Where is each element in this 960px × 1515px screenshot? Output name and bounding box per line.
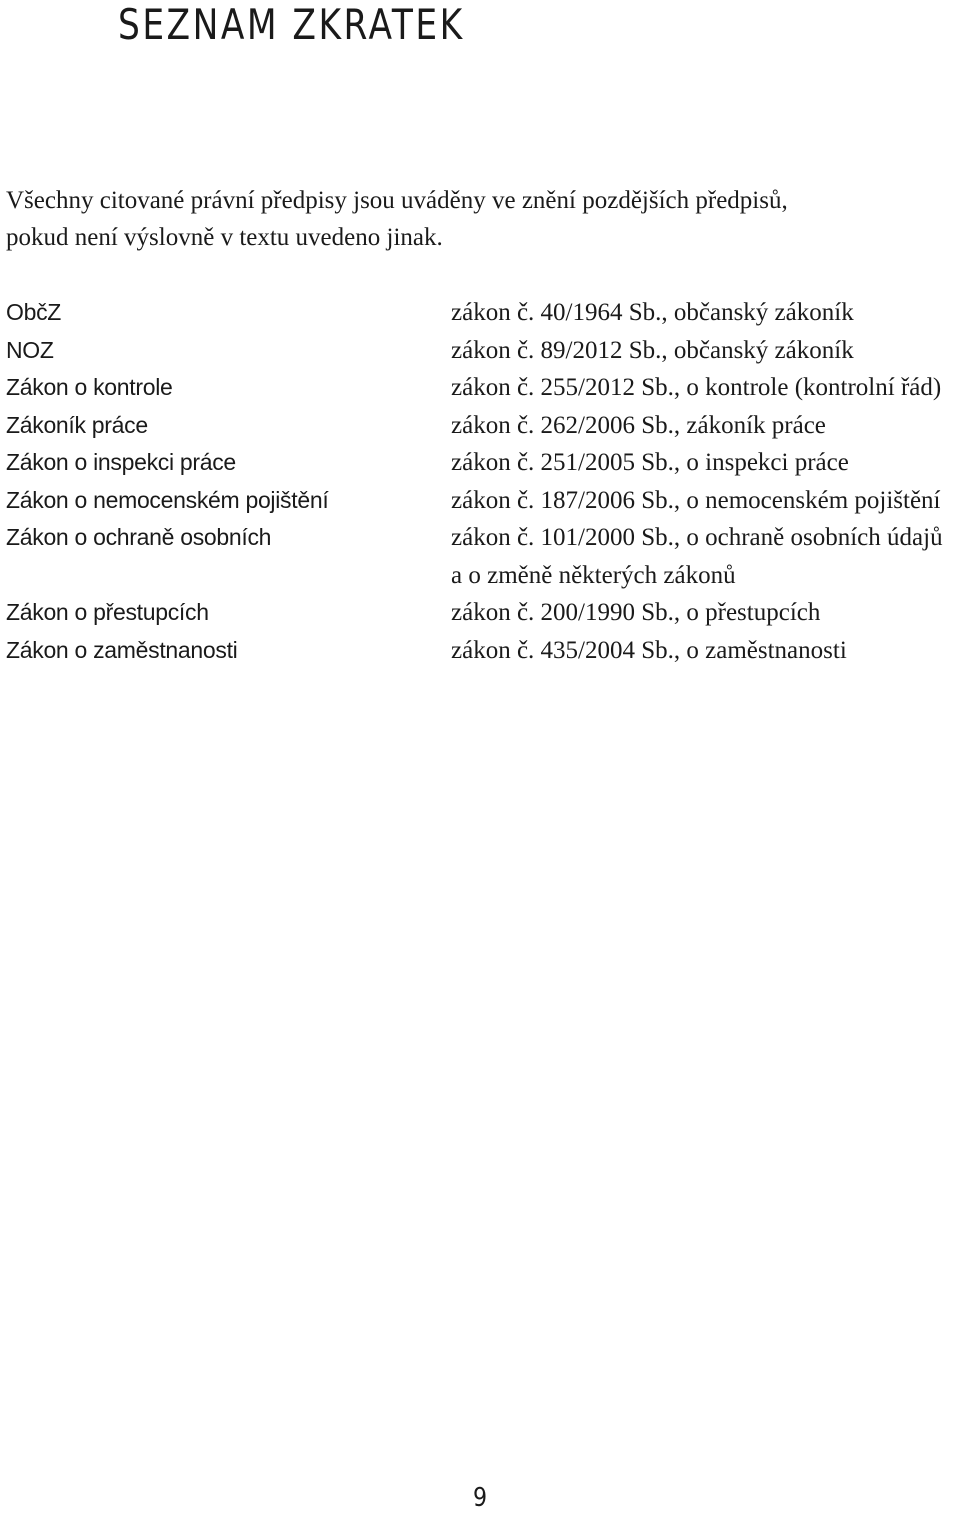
abbreviation-row [6,482,956,520]
abbreviation-definition: zákon č. 89/2012 Sb., občanský zákoník [451,336,854,364]
intro-paragraph [6,182,956,256]
abbreviation-row [6,519,956,594]
abbreviation-definition: zákon č. 435/2004 Sb., o zaměstnanosti [451,636,847,664]
abbreviation-row [6,594,956,632]
abbreviation-row [6,369,956,407]
abbreviation-term: Zákon o ochraně osobních [6,524,272,550]
abbreviation-definition: zákon č. 101/2000 Sb., o ochraně osobních údajů a o změně některých zákonů [451,524,943,589]
abbreviation-row [6,444,956,482]
abbreviation-term: Zákon o inspekci práce [6,449,236,475]
page-title: SEZNAM ZKRATEK [118,0,465,49]
abbreviation-term: ObčZ [6,299,62,325]
abbreviation-term: Zákon o kontrole [6,374,173,400]
abbreviation-term: NOZ [6,336,54,363]
abbreviation-row [6,407,956,445]
abbreviation-definition: zákon č. 200/1990 Sb., o přestupcích [451,599,821,626]
abbreviation-definition: zákon č. 187/2006 Sb., o nemocenském pojištění [451,486,941,514]
abbreviation-row [6,294,956,332]
abbreviation-term: Zákon o přestupcích [6,599,209,625]
abbreviation-list [6,294,956,669]
intro-line-2: pokud není výslovně v textu uvedeno jinak. [6,224,443,251]
abbreviation-definition: zákon č. 251/2005 Sb., o inspekci práce [451,449,849,476]
abbreviation-definition: zákon č. 255/2012 Sb., o kontrole (kontrolní řád) [451,374,942,401]
abbreviation-definition: zákon č. 262/2006 Sb., zákoník práce [451,411,826,439]
abbreviation-term: Zákon o nemocenském pojištění [6,486,329,513]
page-number: 9 [472,1483,488,1513]
intro-line-1: Všechny citované právní předpisy jsou uváděny ve znění pozdějších předpisů, [6,187,788,214]
abbreviation-term: Zákon o zaměstnanosti [6,636,238,663]
abbreviation-term: Zákoník práce [6,411,148,438]
abbreviation-row [6,632,956,670]
abbreviation-definition: zákon č. 40/1964 Sb., občanský zákoník [451,299,854,326]
abbreviation-row [6,332,956,370]
